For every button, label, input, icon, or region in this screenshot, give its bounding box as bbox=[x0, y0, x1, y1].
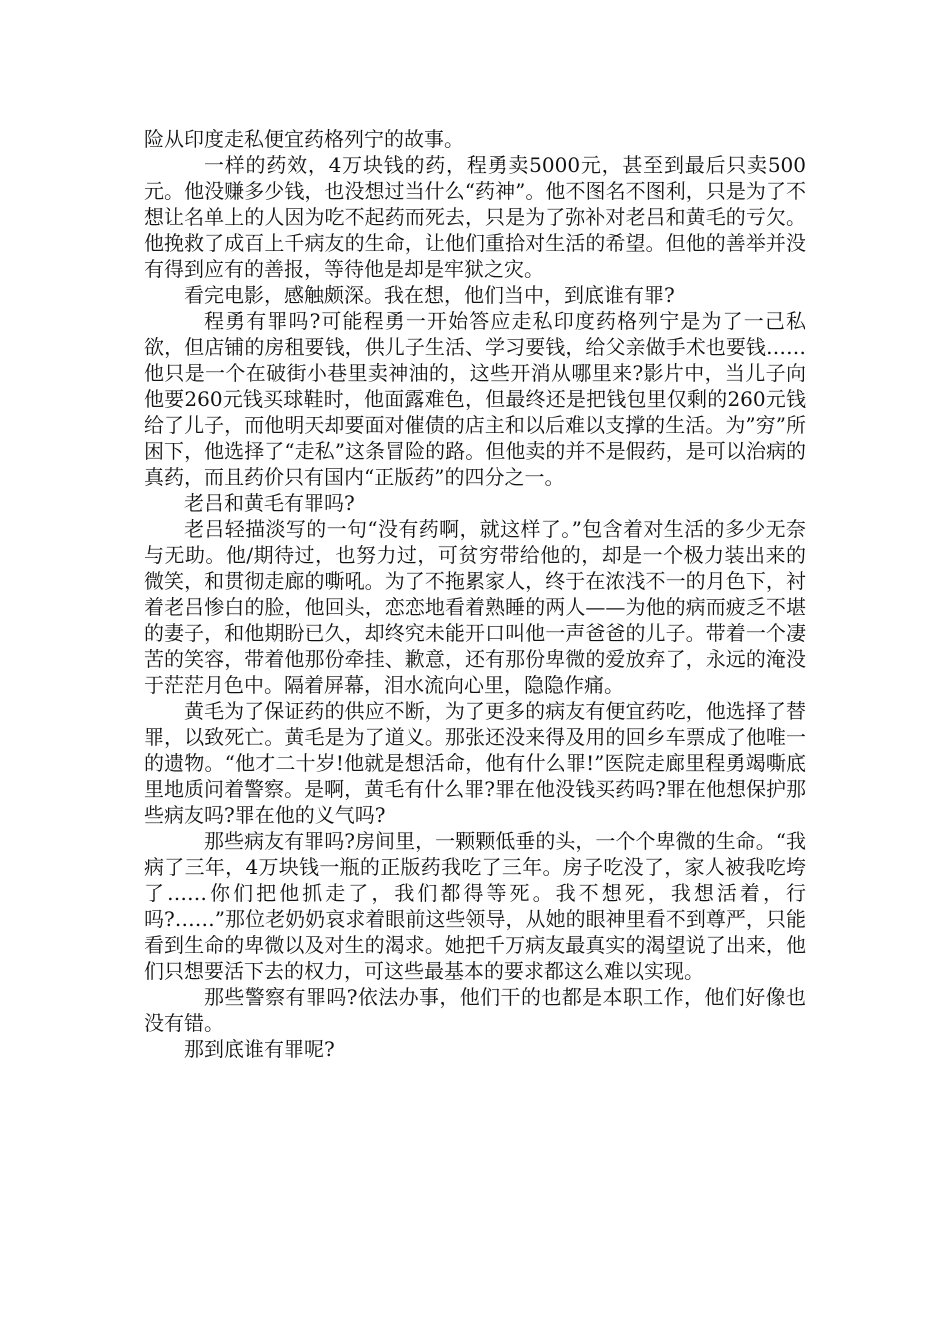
paragraph-drug-price: 一样的药效，4万块钱的药，程勇卖5000元，甚至到最后只卖500元。他没赚多少钱，也没想过当什么“药神”。他不图名不图利，只是为了不想让名单上的人因为吃不起药而死去，只是为了弥补对老吕和黄毛的亏欠。他挽救了成百上千病友的生命，让他们重拾对生活的希望。但他的善举并没有得到应有的善报，等待他是却是牢狱之灾。 bbox=[144, 153, 806, 281]
paragraph-continuation: 险从印度走私便宜药格列宁的故事。 bbox=[144, 127, 464, 151]
paragraph-huangmao: 黄毛为了保证药的供应不断，为了更多的病友有便宜药吃，他选择了替罪，以致死亡。黄毛是为了道义。那张还没来得及用的回乡车票成了他唯一的遗物。“他才二十岁!他就是想活命，他有什么罪!”医院走廊里程勇竭嘶底里地质问着警察。是啊，黄毛有什么罪?罪在他没钱买药吗?罪在他想保护那些病友吗?罪在他的义气吗? bbox=[144, 699, 806, 827]
article-body bbox=[144, 126, 806, 1062]
paragraph-question-lvhuangmao: 老吕和黄毛有罪吗? bbox=[184, 491, 355, 515]
paragraph-police: 那些警察有罪吗?依法办事，他们干的也都是本职工作，他们好像也没有错。 bbox=[144, 985, 806, 1035]
paragraph-laolv: 老吕轻描淡写的一句“没有药啊，就这样了。”包含着对生活的多少无奈与无助。他/期待过，也努力过，可贫穷带给他的，却是一个极力装出来的微笑，和贯彻走廊的嘶吼。为了不拖累家人，终于在浓浅不一的月色下，衬着老吕惨白的脸，他回头，恋恋地看着熟睡的两人——为他的病而疲乏不堪的妻子，和他期盼已久，却终究未能开口叫他一声爸爸的儿子。带着一个凄苦的笑容，带着他那份牵挂、歉意，还有那份卑微的爱放弃了，永远的淹没于茫茫月色中。隔着屏幕，泪水流向心里，隐隐作痛。 bbox=[144, 517, 806, 697]
paragraph-chengyong: 程勇有罪吗?可能程勇一开始答应走私印度药格列宁是为了一己私欲，但店铺的房租要钱，供儿子生活、学习要钱，给父亲做手术也要钱……他只是一个在破街小巷里卖神油的，这些开消从哪里来?影片中，当儿子向他要260元钱买球鞋时，他面露难色，但最终还是把钱包里仅剩的260元钱给了儿子，而他明天却要面对催债的店主和以后难以支撑的生活。为”穷”所困下，他选择了“走私”这条冒险的路。但他卖的并不是假药，是可以治病的真药，而且药价只有国内“正版药”的四分之一。 bbox=[144, 309, 806, 489]
paragraph-final-question: 那到底谁有罪呢? bbox=[184, 1037, 335, 1061]
paragraph-reflection: 看完电影，感触颇深。我在想，他们当中，到底谁有罪? bbox=[184, 283, 675, 307]
paragraph-patients: 那些病友有罪吗?房间里，一颗颗低垂的头，一个个卑微的生命。“我病了三年，4万块钱一瓶的正版药我吃了三年。房子吃没了，家人被我吃垮了……你们把他抓走了，我们都得等死。我不想死，我想活着，行吗?……”那位老奶奶哀求着眼前这些领导，从她的眼神里看不到尊严，只能看到生命的卑微以及对生的渴求。她把千万病友最真实的渴望说了出来，他们只想要活下去的权力，可这些最基本的要求都这么难以实现。 bbox=[144, 829, 806, 983]
